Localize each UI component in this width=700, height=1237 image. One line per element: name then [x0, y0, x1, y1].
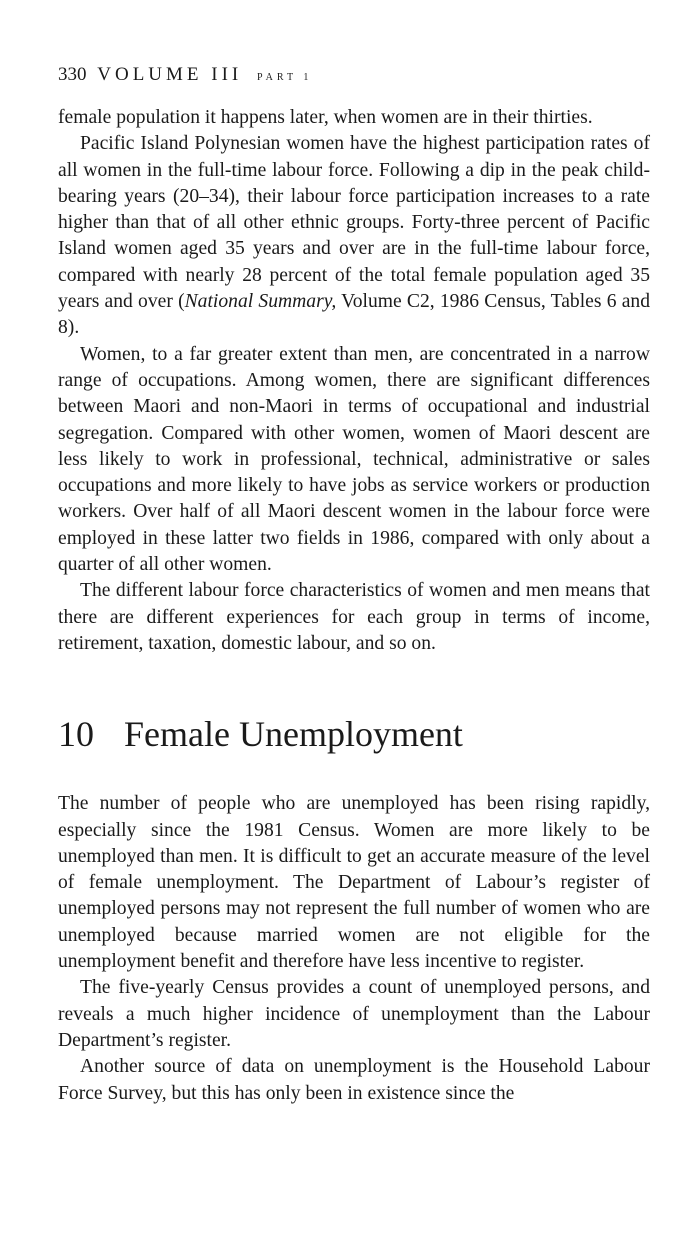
paragraph-text: Pacific Island Polynesian women have the highest participation rates of all women in the full-time labour force. Following a dip in the peak child-bearing years (20–34), their labour force participation increases to a rate higher than that of all other ethnic groups. Forty-three percent of Pacific Island women aged 35 years and over are in the full-time labour force, compared with nearly 28 percent of the total female population aged 35 years and over ( [58, 133, 650, 313]
paragraph-household-survey: Another source of data on unemployment is the Household Labour Force Survey, but this has only been in existence since the [58, 1056, 650, 1104]
section-number: 10 [58, 714, 94, 755]
paragraph-continuation: female population it happens later, when women are in their thirties. [58, 107, 593, 128]
part-label: PART 1 [257, 72, 313, 83]
paragraph-census-count: The five-yearly Census provides a count of unemployed persons, and reveals a much higher incidence of unemployment than the Labour Department’s register. [58, 977, 650, 1051]
running-head [58, 62, 650, 91]
paragraph-occupations: Women, to a far greater extent than men, are concentrated in a narrow range of occupations. Among women, there are significant differences between Maori and non-Maori in terms of occupational and industrial segregation. Compared with other women, women of Maori descent are less likely to work in professional, technical, administrative or sales occupations and more likely to have jobs as service workers or production workers. Over half of all Maori descent women in the labour force were employed in these latter two fields in 1986, compared with only about a quarter of all other women. [58, 343, 650, 576]
paragraph-labour-force-characteristics: The different labour force characteristics of women and men means that there are different experiences for each group in terms of income, retirement, taxation, domestic labour, and so on. [58, 580, 650, 654]
section-heading [58, 713, 650, 755]
section-title: Female Unemployment [124, 714, 463, 755]
volume-label: VOLUME III [97, 64, 243, 85]
citation-title: National Summary, [184, 291, 337, 313]
paragraph-pacific-island-participation [58, 131, 650, 341]
book-page [58, 62, 650, 1107]
citation-rest: Volume C2, 1986 Census, Tables 6 and 8). [58, 291, 651, 339]
paragraph-unemployment-rising: The number of people who are unemployed has been rising rapidly, especially since the 1981 Census. Women are more likely to be unemployed than men. It is difficult to get an accurate measure of the level of female unemployment. The Department of Labour’s register of unemployed persons may not represent the full number of women who are unemployed because married women are not eligible for the unemployment benefit and therefore have less incentive to register. [58, 793, 650, 973]
page-number: 330 [58, 64, 87, 85]
